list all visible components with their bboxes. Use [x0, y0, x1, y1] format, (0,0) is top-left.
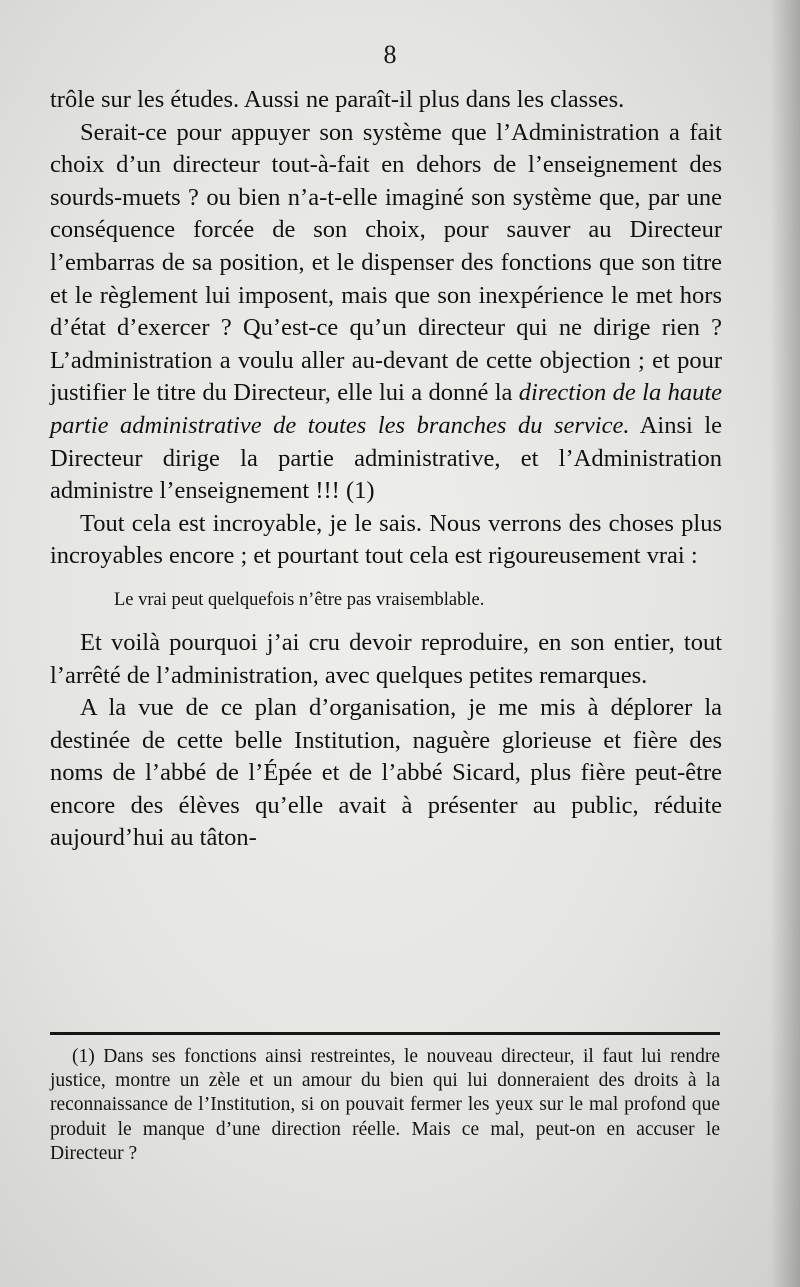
paragraph-continuation: trôle sur les études. Aussi ne paraît-il plus dans les classes. [50, 86, 625, 113]
footnote [50, 1045, 720, 1166]
paragraph-directeur-text: Serait-ce pour appuyer son système que l’Administration a fait choix d’un directeur tout-à-fait en dehors de l’enseignement des sourds-muets ? ou bien n’a-t-elle imaginé son système que, par une conséquence forcée de son choix, pour sauver au Directeur l’embarras de sa position, et le dispenser des fonctions que son titre et le règlement lui imposent, mais que son inexpérience le met hors d’état d’exercer ? Qu’est-ce qu’un directeur qui ne dirige rien ? L’administration a voulu aller au-devant de cette objection ; et pour justifier le titre du Directeur, elle lui a donné la [50, 118, 722, 407]
page-number: 8 [383, 40, 397, 69]
main-text [50, 84, 722, 855]
paragraph-plan-organisation: A la vue de ce plan d’organisation, je me mis à déplorer la destinée de cette belle Institution, naguère glorieuse et fière des noms de l’abbé de l’Épée et de l’abbé Sicard, plus fière peut-être encore des élèves qu’elle avait à présenter au public, réduite aujourd’hui au tâton- [50, 694, 722, 852]
epigraph-quote: Le vrai peut quelquefois n’être pas vraisemblable. [114, 589, 485, 610]
paragraph-reproduire: Et voilà pourquoi j’ai cru devoir reproduire, en son entier, tout l’arrêté de l’administration, avec quelques petites remarques. [50, 628, 722, 689]
paragraph-directeur-italic: direction de la haute partie administrative de toutes les branches du service. [50, 379, 723, 439]
paragraph-directeur-text-after: Ainsi le Directeur dirige la partie administrative, et l’Administration administre l’enseignement !!! (1) [50, 411, 722, 505]
footnote-divider [50, 1032, 720, 1035]
footnote-text: (1) Dans ses fonctions ainsi restreintes, le nouveau directeur, il faut lui rendre justice, montre un zèle et un amour du bien qui lui donneraient des droits à la reconnaissance de l’Institution, si on pouvait fermer les yeux sur le mal profond que produit le manque d’une direction réelle. Mais ce mal, peut-on en accuser le Directeur ? [50, 1046, 720, 1164]
paragraph-directeur [50, 117, 722, 508]
paragraph-incroyable: Tout cela est incroyable, je le sais. Nous verrons des choses plus incroyables encore ; et pourtant tout cela est rigoureusement vrai : [50, 509, 722, 570]
